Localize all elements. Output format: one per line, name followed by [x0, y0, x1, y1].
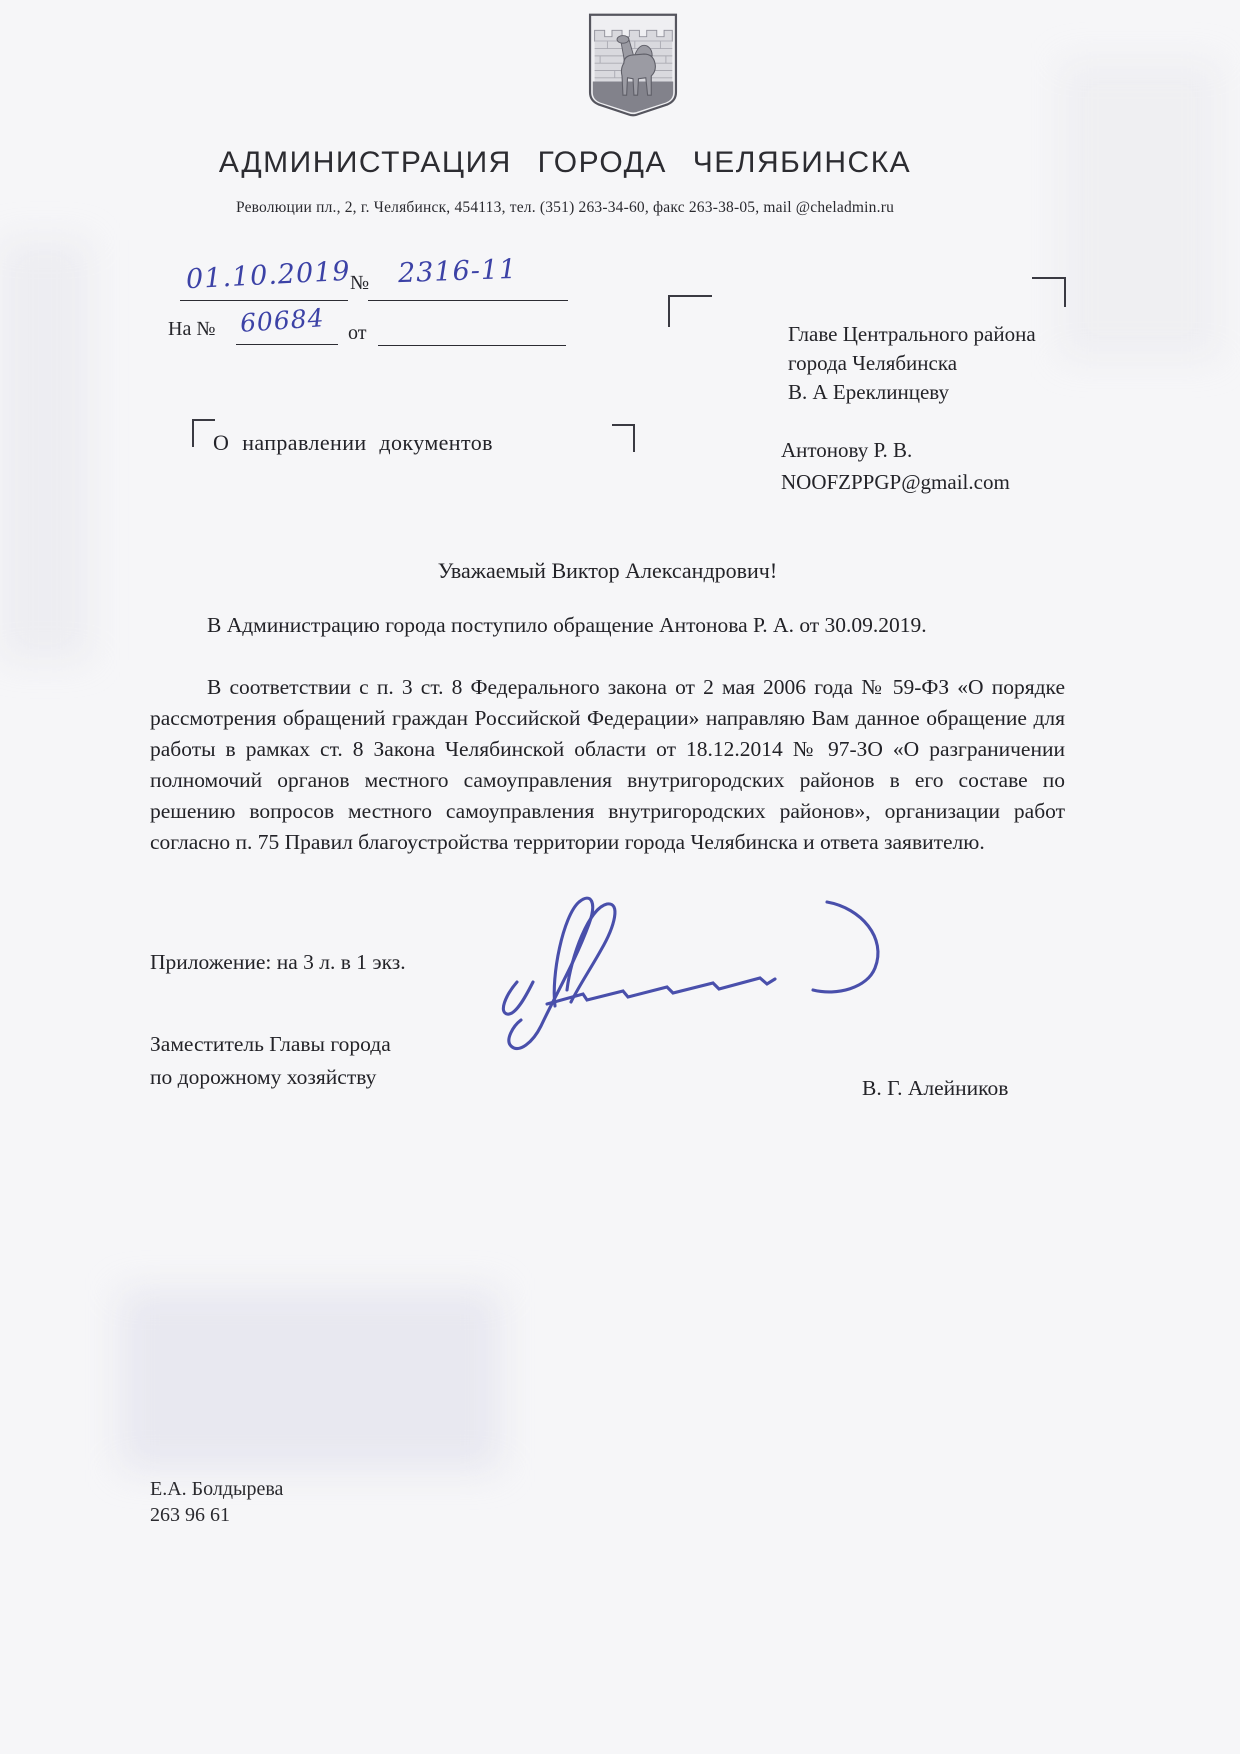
- letter-subject: О направлении документов: [213, 430, 493, 455]
- number-underline: [368, 300, 568, 301]
- signer-position-line: по дорожному хозяйству: [150, 1065, 377, 1089]
- executor-block: [150, 1476, 283, 1528]
- recipient-line: города Челябинска: [788, 351, 958, 375]
- scan-smudge: [0, 240, 90, 660]
- recipient-zone-corner-mark-right: [1032, 277, 1066, 307]
- subject-zone-corner-mark-left: [192, 419, 215, 447]
- subject-zone-corner-mark-right: [612, 424, 635, 452]
- handwritten-outgoing-date: 01.10.2019: [185, 255, 352, 296]
- reply-number-underline: [236, 344, 338, 345]
- body-paragraph: В Администрацию города поступило обращение Антонова Р. А. от 30.09.2019.: [207, 613, 927, 637]
- signer-name: В. Г. Алейников: [862, 1076, 1009, 1100]
- recipient-line: В. А Ереклинцеву: [788, 380, 949, 404]
- reply-from-label: от: [348, 322, 367, 344]
- attachment-note: Приложение: на 3 л. в 1 экз.: [150, 950, 406, 974]
- organization-name: АДМИНИСТРАЦИЯ ГОРОДА ЧЕЛЯБИНСКА: [218, 146, 912, 179]
- copy-recipient-block: [781, 434, 1141, 498]
- body-paragraph: В соответствии с п. 3 ст. 8 Федерального закона от 2 мая 2006 года № 59-ФЗ «О порядке рассмотрения обращений граждан Российской Федерации» направляю Вам данное обращение для работы в рамках ст. 8 Закона Челябинской области от 18.12.2014 № 97-ЗО «О разграничении полномочий органов местного самоуправления внутригородских районов в его составе по решению вопросов местного самоуправления внутригородских районов», организации работ согласно п. 75 Правил благоустройства территории города Челябинска и ответа заявителю.: [150, 675, 1065, 854]
- coat-of-arms-icon: [583, 12, 683, 118]
- reply-date-underline: [378, 345, 566, 346]
- executor-name: Е.А. Болдырева: [150, 1478, 284, 1500]
- copy-recipient-email: NOOFZPPGP@gmail.com: [781, 470, 1010, 494]
- executor-phone: 263 96 61: [150, 1504, 230, 1526]
- recipient-zone-corner-mark-left: [668, 295, 712, 327]
- handwritten-outgoing-number: 2316-11: [397, 253, 518, 290]
- signer-position-block: [150, 1028, 391, 1094]
- handwritten-reply-number: 60684: [239, 303, 326, 338]
- organization-address-line: Революции пл., 2, г. Челябинск, 454113, тел. (351) 263-34-60, факс 263-38-05, mail @cheladmin.ru: [235, 199, 895, 216]
- handwritten-signature: [455, 886, 905, 1058]
- salutation: Уважаемый Виктор Александрович!: [437, 558, 778, 583]
- recipient-line: Главе Центрального района: [788, 322, 1036, 346]
- copy-recipient-name: Антонову Р. В.: [781, 438, 913, 462]
- recipient-address-block: [788, 320, 1148, 407]
- scan-smudge: [120, 1290, 500, 1470]
- date-underline: [180, 300, 348, 301]
- number-sign-label: №: [350, 272, 370, 294]
- signer-position-line: Заместитель Главы города: [150, 1032, 391, 1056]
- reply-to-number-label: На №: [168, 318, 216, 340]
